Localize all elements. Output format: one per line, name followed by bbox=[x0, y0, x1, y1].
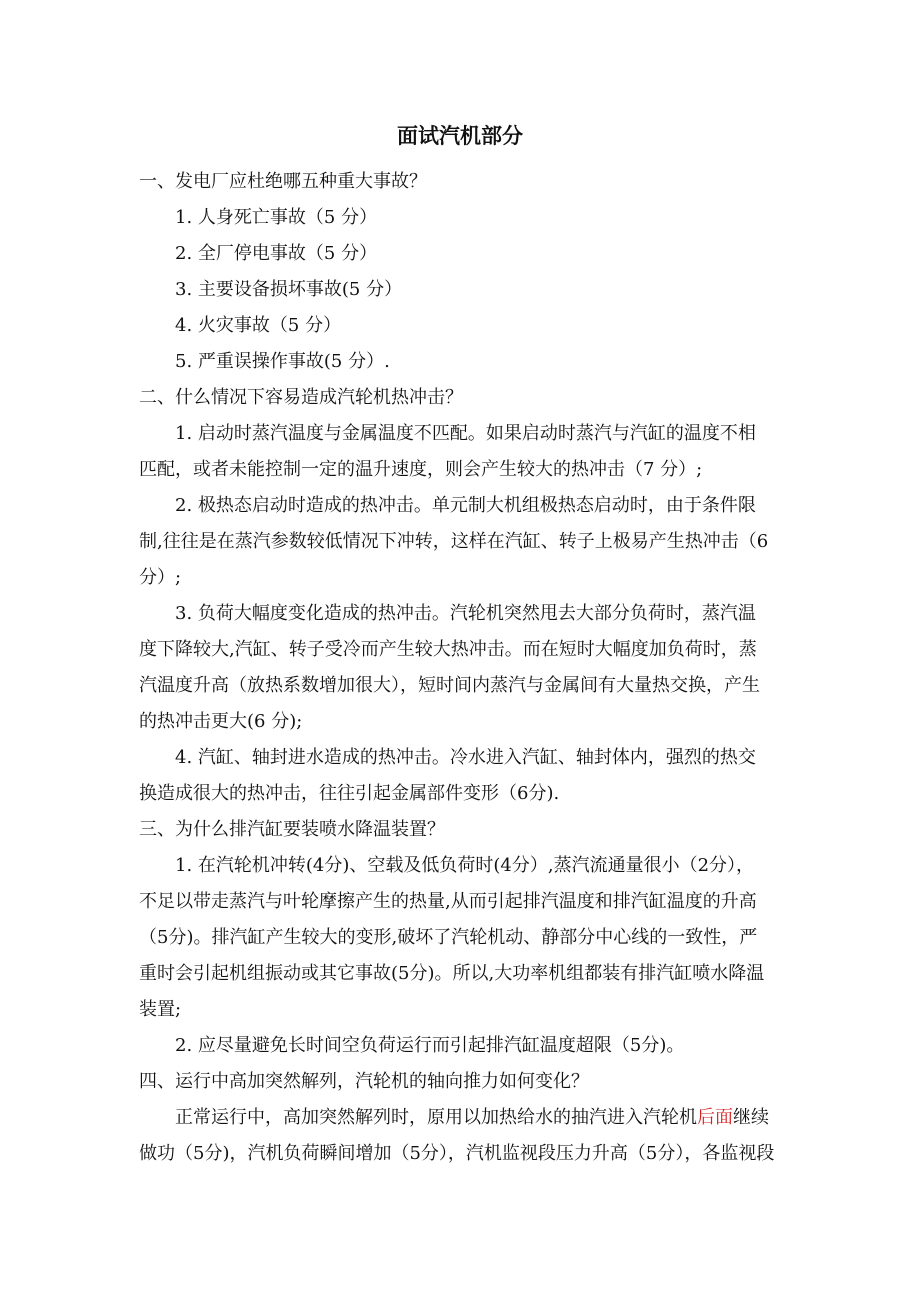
question-4-line bbox=[175, 1104, 825, 1132]
question-3-line: 2. 应尽量避免长时间空负荷运行而引起排汽缸温度超限（5分)。 bbox=[175, 1035, 685, 1056]
question-2-line: 的热冲击更大(6 分); bbox=[139, 711, 303, 732]
question-2-line: 换造成很大的热冲击，往往引起金属部件变形（6分). bbox=[139, 783, 560, 804]
question-3-line: 装置; bbox=[139, 999, 182, 1020]
question-4-heading: 四、运行中高加突然解列，汽轮机的轴向推力如何变化？ bbox=[139, 1071, 589, 1092]
question-4-line: 做功（5分)，汽机负荷瞬间增加（5分），汽机监视段压力升高（5分），各监视段 bbox=[139, 1143, 775, 1164]
answer-text: 正常运行中，高加突然解列时，原用以加热给水的抽汽进入汽轮机 bbox=[175, 1107, 697, 1128]
question-2-heading: 二、什么情况下容易造成汽轮机热冲击？ bbox=[139, 387, 463, 408]
question-2-line: 3. 负荷大幅度变化造成的热冲击。汽轮机突然甩去大部分负荷时，蒸汽温 bbox=[175, 603, 756, 624]
page-title: 面试汽机部分 bbox=[397, 124, 523, 148]
question-2-line: 汽温度升高（放热系数增加很大），短时间内蒸汽与金属间有大量热交换，产生 bbox=[139, 675, 760, 696]
question-2-line: 分）; bbox=[139, 567, 182, 588]
question-2-line: 制,往往是在蒸汽参数较低情况下冲转，这样在汽缸、转子上极易产生热冲击（6 bbox=[139, 531, 769, 552]
question-3-heading: 三、为什么排汽缸要装喷水降温装置？ bbox=[139, 819, 445, 840]
question-1-item: 1. 人身死亡事故（5 分） bbox=[175, 207, 378, 228]
question-2-line: 2. 极热态启动时造成的热冲击。单元制大机组极热态启动时，由于条件限 bbox=[175, 495, 756, 516]
question-3-line: 重时会引起机组振动或其它事故(5分)。所以,大功率机组都装有排汽缸喷水降温 bbox=[139, 963, 765, 984]
question-1-item: 3. 主要设备损坏事故(5 分） bbox=[175, 279, 403, 300]
question-2-line: 1. 启动时蒸汽温度与金属温度不匹配。如果启动时蒸汽与汽缸的温度不相 bbox=[175, 423, 756, 444]
question-3-line: 不足以带走蒸汽与叶轮摩擦产生的热量,从而引起排汽温度和排汽缸温度的升高 bbox=[139, 891, 757, 912]
question-1-item: 5. 严重误操作事故(5 分）. bbox=[175, 351, 390, 372]
question-2-line: 度下降较大,汽缸、转子受冷而产生较大热冲击。而在短时大幅度加负荷时，蒸 bbox=[139, 639, 757, 660]
question-1-heading: 一、发电厂应杜绝哪五种重大事故？ bbox=[139, 171, 427, 192]
highlighted-text: 后面 bbox=[697, 1107, 733, 1128]
question-3-line: （5分)。排汽缸产生较大的变形,破坏了汽轮机动、静部分中心线的一致性，严 bbox=[139, 927, 758, 948]
question-1-item: 2. 全厂停电事故（5 分） bbox=[175, 243, 378, 264]
answer-text: 继续 bbox=[733, 1107, 769, 1128]
question-3-line: 1. 在汽轮机冲转(4分)、空载及低负荷时(4分）,蒸汽流通量很小（2分）， bbox=[175, 855, 755, 876]
question-2-line: 4. 汽缸、轴封进水造成的热冲击。冷水进入汽缸、轴封体内，强烈的热交 bbox=[175, 747, 756, 768]
question-1-item: 4. 火灾事故（5 分） bbox=[175, 315, 342, 336]
question-2-line: 匹配，或者未能控制一定的温升速度，则会产生较大的热冲击（7 分）; bbox=[139, 459, 703, 480]
